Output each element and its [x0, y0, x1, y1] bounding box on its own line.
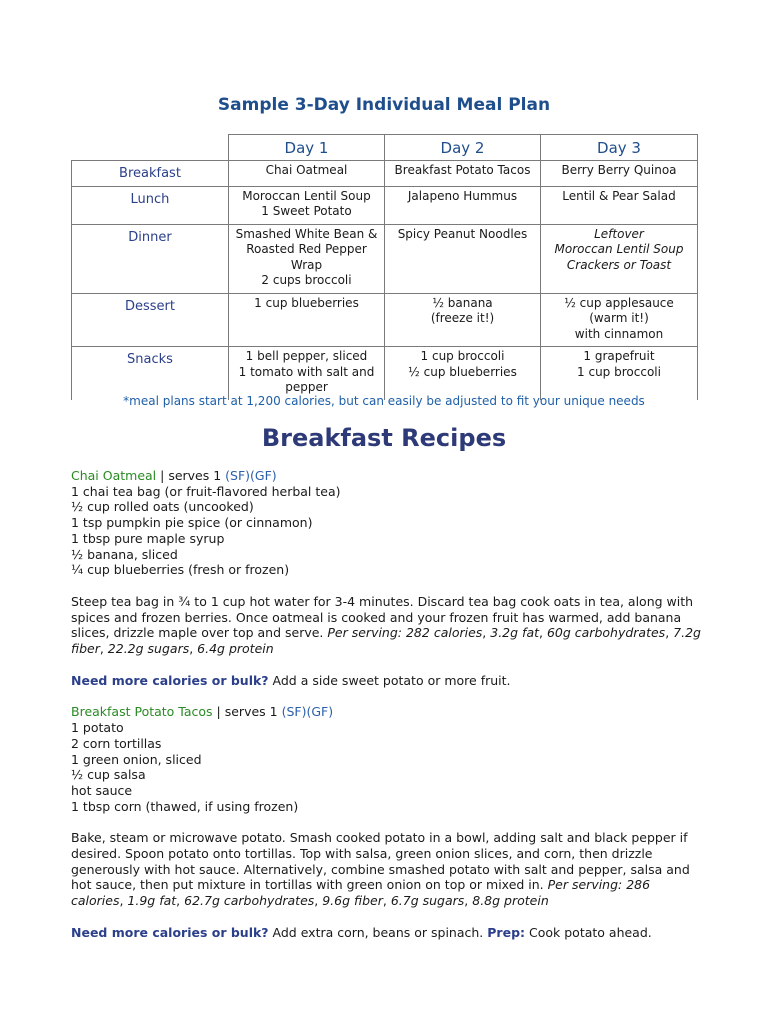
- meal-cell-line: 1 Sweet Potato: [261, 204, 352, 218]
- prep-label: Prep:: [487, 924, 526, 940]
- ingredient: 1 chai tea bag (or fruit-flavored herbal tea): [71, 483, 341, 499]
- meal-cell-line: 1 cup broccoli: [420, 349, 505, 363]
- meal-cell-line: 2 cups broccoli: [261, 273, 352, 287]
- recipe-chai-oatmeal: [71, 468, 701, 688]
- meal-cell-line: Roasted Red Pepper Wrap: [246, 242, 367, 272]
- nutrition-fiber: 7.2g fiber: [71, 625, 701, 657]
- table-row: [72, 293, 698, 347]
- meal-label-dessert: Dessert: [72, 293, 229, 347]
- nutrition-sugars: 22.2g sugars: [107, 641, 190, 657]
- prep-text: Cook potato ahead.: [525, 924, 652, 940]
- recipe-name: Breakfast Potato Tacos: [71, 704, 213, 720]
- ingredient: 1 green onion, sliced: [71, 751, 202, 767]
- meal-cell-line: 1 cup blueberries: [254, 295, 359, 310]
- day-header: Day 1: [229, 135, 385, 161]
- table-header-row: [72, 135, 698, 161]
- table-row: [72, 186, 698, 224]
- calorie-note: *meal plans start at 1,200 calories, but can easily be adjusted to fit your unique needs: [123, 394, 645, 408]
- ingredient: 1 tbsp pure maple syrup: [71, 530, 225, 546]
- meal-cell: [541, 347, 698, 400]
- day-header: Day 3: [541, 135, 698, 161]
- meal-plan-title: Sample 3-Day Individual Meal Plan: [217, 95, 551, 115]
- day-header: Day 2: [385, 135, 541, 161]
- meal-cell: [385, 293, 541, 347]
- nutrition-fat: 1.9g fat: [127, 893, 177, 909]
- meal-cell-line: 1 tomato with salt and: [238, 364, 375, 379]
- meal-cell-line: Breakfast Potato Tacos: [394, 163, 531, 177]
- nutrition-carbs: 62.7g carbohydrates: [184, 893, 315, 909]
- nutrition-sugars: 6.7g sugars: [390, 893, 465, 909]
- meal-cell-line: Spicy Peanut Noodles: [397, 226, 528, 241]
- recipe-instructions: Steep tea bag in ¾ to 1 cup hot water for 3-4 minutes. Discard tea bag cook oats in tea, along with spices and frozen berries. Once oatmeal is cooked and your frozen fruit has warmed, add banana slices, drizzle maple over top and serve. Per serving: 282 calories, 3.2g fat, 60g carbohydrates, 7.2g fiber, 22.2g sugars, 6.4g protein: [71, 593, 701, 657]
- meal-cell-line: Lentil & Pear Salad: [562, 188, 676, 203]
- recipe-tip: [71, 673, 701, 689]
- table-row: [72, 347, 698, 400]
- meal-label-breakfast: Breakfast: [72, 161, 229, 187]
- meal-cell-line: Chai Oatmeal: [265, 163, 348, 177]
- meal-cell: [385, 224, 541, 293]
- meal-cell: [541, 161, 698, 187]
- recipe-tags: (SF)(GF): [225, 468, 277, 483]
- meal-cell: [385, 347, 541, 400]
- meal-cell-line: Berry Berry Quinoa: [561, 163, 677, 177]
- recipe-header: [71, 468, 701, 484]
- meal-cell-line: ½ banana: [432, 295, 493, 310]
- nutrition-carbs: 60g carbohydrates: [546, 625, 666, 641]
- table-row: [72, 224, 698, 293]
- meal-cell: [541, 186, 698, 224]
- recipe-name: Chai Oatmeal: [71, 468, 157, 483]
- tip-text: Add extra corn, beans or spinach.: [268, 924, 488, 940]
- meal-cell-line: pepper: [285, 380, 328, 394]
- nutrition-prefix: Per serving:: [323, 625, 406, 641]
- recipe-tip: [71, 925, 701, 941]
- meal-cell-line: Moroccan Lentil Soup: [242, 188, 371, 203]
- meal-cell-line: ½ cup blueberries: [408, 364, 517, 379]
- nutrition-protein: 8.8g protein: [472, 893, 549, 909]
- tip-label: Need more calories or bulk?: [71, 924, 269, 940]
- meal-plan-table: [71, 134, 698, 400]
- ingredient: ½ banana, sliced: [71, 546, 178, 562]
- meal-label-lunch: Lunch: [72, 186, 229, 224]
- meal-cell: [229, 224, 385, 293]
- nutrition-prefix: Per serving:: [543, 877, 627, 893]
- ingredient: 1 tbsp corn (thawed, if using frozen): [71, 798, 299, 814]
- section-title: Breakfast Recipes: [261, 424, 507, 452]
- nutrition-calories: 282 calories: [405, 625, 483, 641]
- meal-cell-line: Leftover: [594, 226, 644, 241]
- meal-cell-line: Smashed White Bean &: [235, 226, 378, 241]
- meal-cell: [229, 186, 385, 224]
- ingredient: 2 corn tortillas: [71, 735, 162, 751]
- recipe-tags: (SF)(GF): [281, 704, 334, 720]
- tip-text: Add a side sweet potato or more fruit.: [268, 672, 511, 688]
- meal-cell: [229, 347, 385, 400]
- meal-cell: [229, 161, 385, 187]
- table-corner-cell: [72, 135, 229, 161]
- meal-cell: [385, 161, 541, 187]
- nutrition-fat: 3.2g fat: [490, 625, 539, 641]
- meal-cell: [541, 293, 698, 347]
- tip-label: Need more calories or bulk?: [71, 672, 269, 688]
- meal-cell: [541, 224, 698, 293]
- ingredient: hot sauce: [71, 782, 133, 798]
- meal-cell-line: (freeze it!): [430, 311, 495, 325]
- meal-cell-line: (warm it!): [589, 311, 649, 325]
- nutrition-protein: 6.4g protein: [197, 641, 274, 657]
- meal-label-dinner: Dinner: [72, 224, 229, 293]
- meal-cell-line: 1 cup broccoli: [577, 364, 661, 379]
- recipe-breakfast-potato-tacos: [71, 704, 701, 940]
- instructions-text: Bake, steam or microwave potato. Smash cooked potato in a bowl, adding salt and black pepper if desired. Spoon potato onto tortillas. Top with salsa, green onion slices, and corn, then drizzle generously with hot sauce. Alternatively, combine smashed potato with salt and pepper, salsa and hot sauce, then put mixture in tortillas with green onion on top or mixed in.: [71, 830, 690, 893]
- nutrition-fiber: 9.6g fiber: [322, 893, 383, 909]
- table-row: [72, 161, 698, 187]
- nutrition-calories: 286 calories: [71, 877, 651, 909]
- meal-cell-line: with cinnamon: [574, 326, 664, 341]
- meal-cell-line: Jalapeno Hummus: [407, 188, 518, 203]
- meal-cell-line: Crackers or Toast: [566, 257, 672, 272]
- instructions-text: Steep tea bag in ¾ to 1 cup hot water for 3-4 minutes. Discard tea bag cook oats in tea, along with spices and frozen berries. Once oatmeal is cooked and your frozen fruit has warmed, add banana slices, drizzle maple over top and serve.: [71, 593, 694, 641]
- ingredient: ¼ cup blueberries (fresh or frozen): [71, 562, 290, 578]
- meal-cell-line: ½ cup applesauce: [564, 295, 674, 310]
- recipe-serves: | serves 1: [156, 468, 226, 483]
- meal-cell: [385, 186, 541, 224]
- meal-cell-line: Moroccan Lentil Soup: [554, 242, 684, 256]
- meal-label-snacks: Snacks: [72, 347, 229, 400]
- recipe-list: [71, 468, 701, 941]
- ingredient: ½ cup rolled oats (uncooked): [71, 499, 254, 515]
- meal-cell-line: 1 bell pepper, sliced: [245, 349, 368, 363]
- recipe-header: [71, 704, 701, 720]
- ingredient: ½ cup salsa: [71, 767, 146, 783]
- meal-cell: [229, 293, 385, 347]
- meal-cell-line: 1 grapefruit: [583, 349, 655, 363]
- recipe-instructions: Bake, steam or microwave potato. Smash cooked potato in a bowl, adding salt and black pepper if desired. Spoon potato onto tortillas. Top with salsa, green onion slices, and corn, then drizzle generously with hot sauce. Alternatively, combine smashed potato with salt and pepper, salsa and hot sauce, then put mixture in tortillas with green onion on top or mixed in. Per serving: 286 calories, 1.9g fat, 62.7g carbohydrates, 9.6g fiber, 6.7g sugars, 8.8g protein: [71, 830, 690, 909]
- ingredient: 1 potato: [71, 720, 124, 736]
- recipe-serves: | serves 1: [212, 704, 282, 720]
- ingredient: 1 tsp pumpkin pie spice (or cinnamon): [71, 515, 313, 531]
